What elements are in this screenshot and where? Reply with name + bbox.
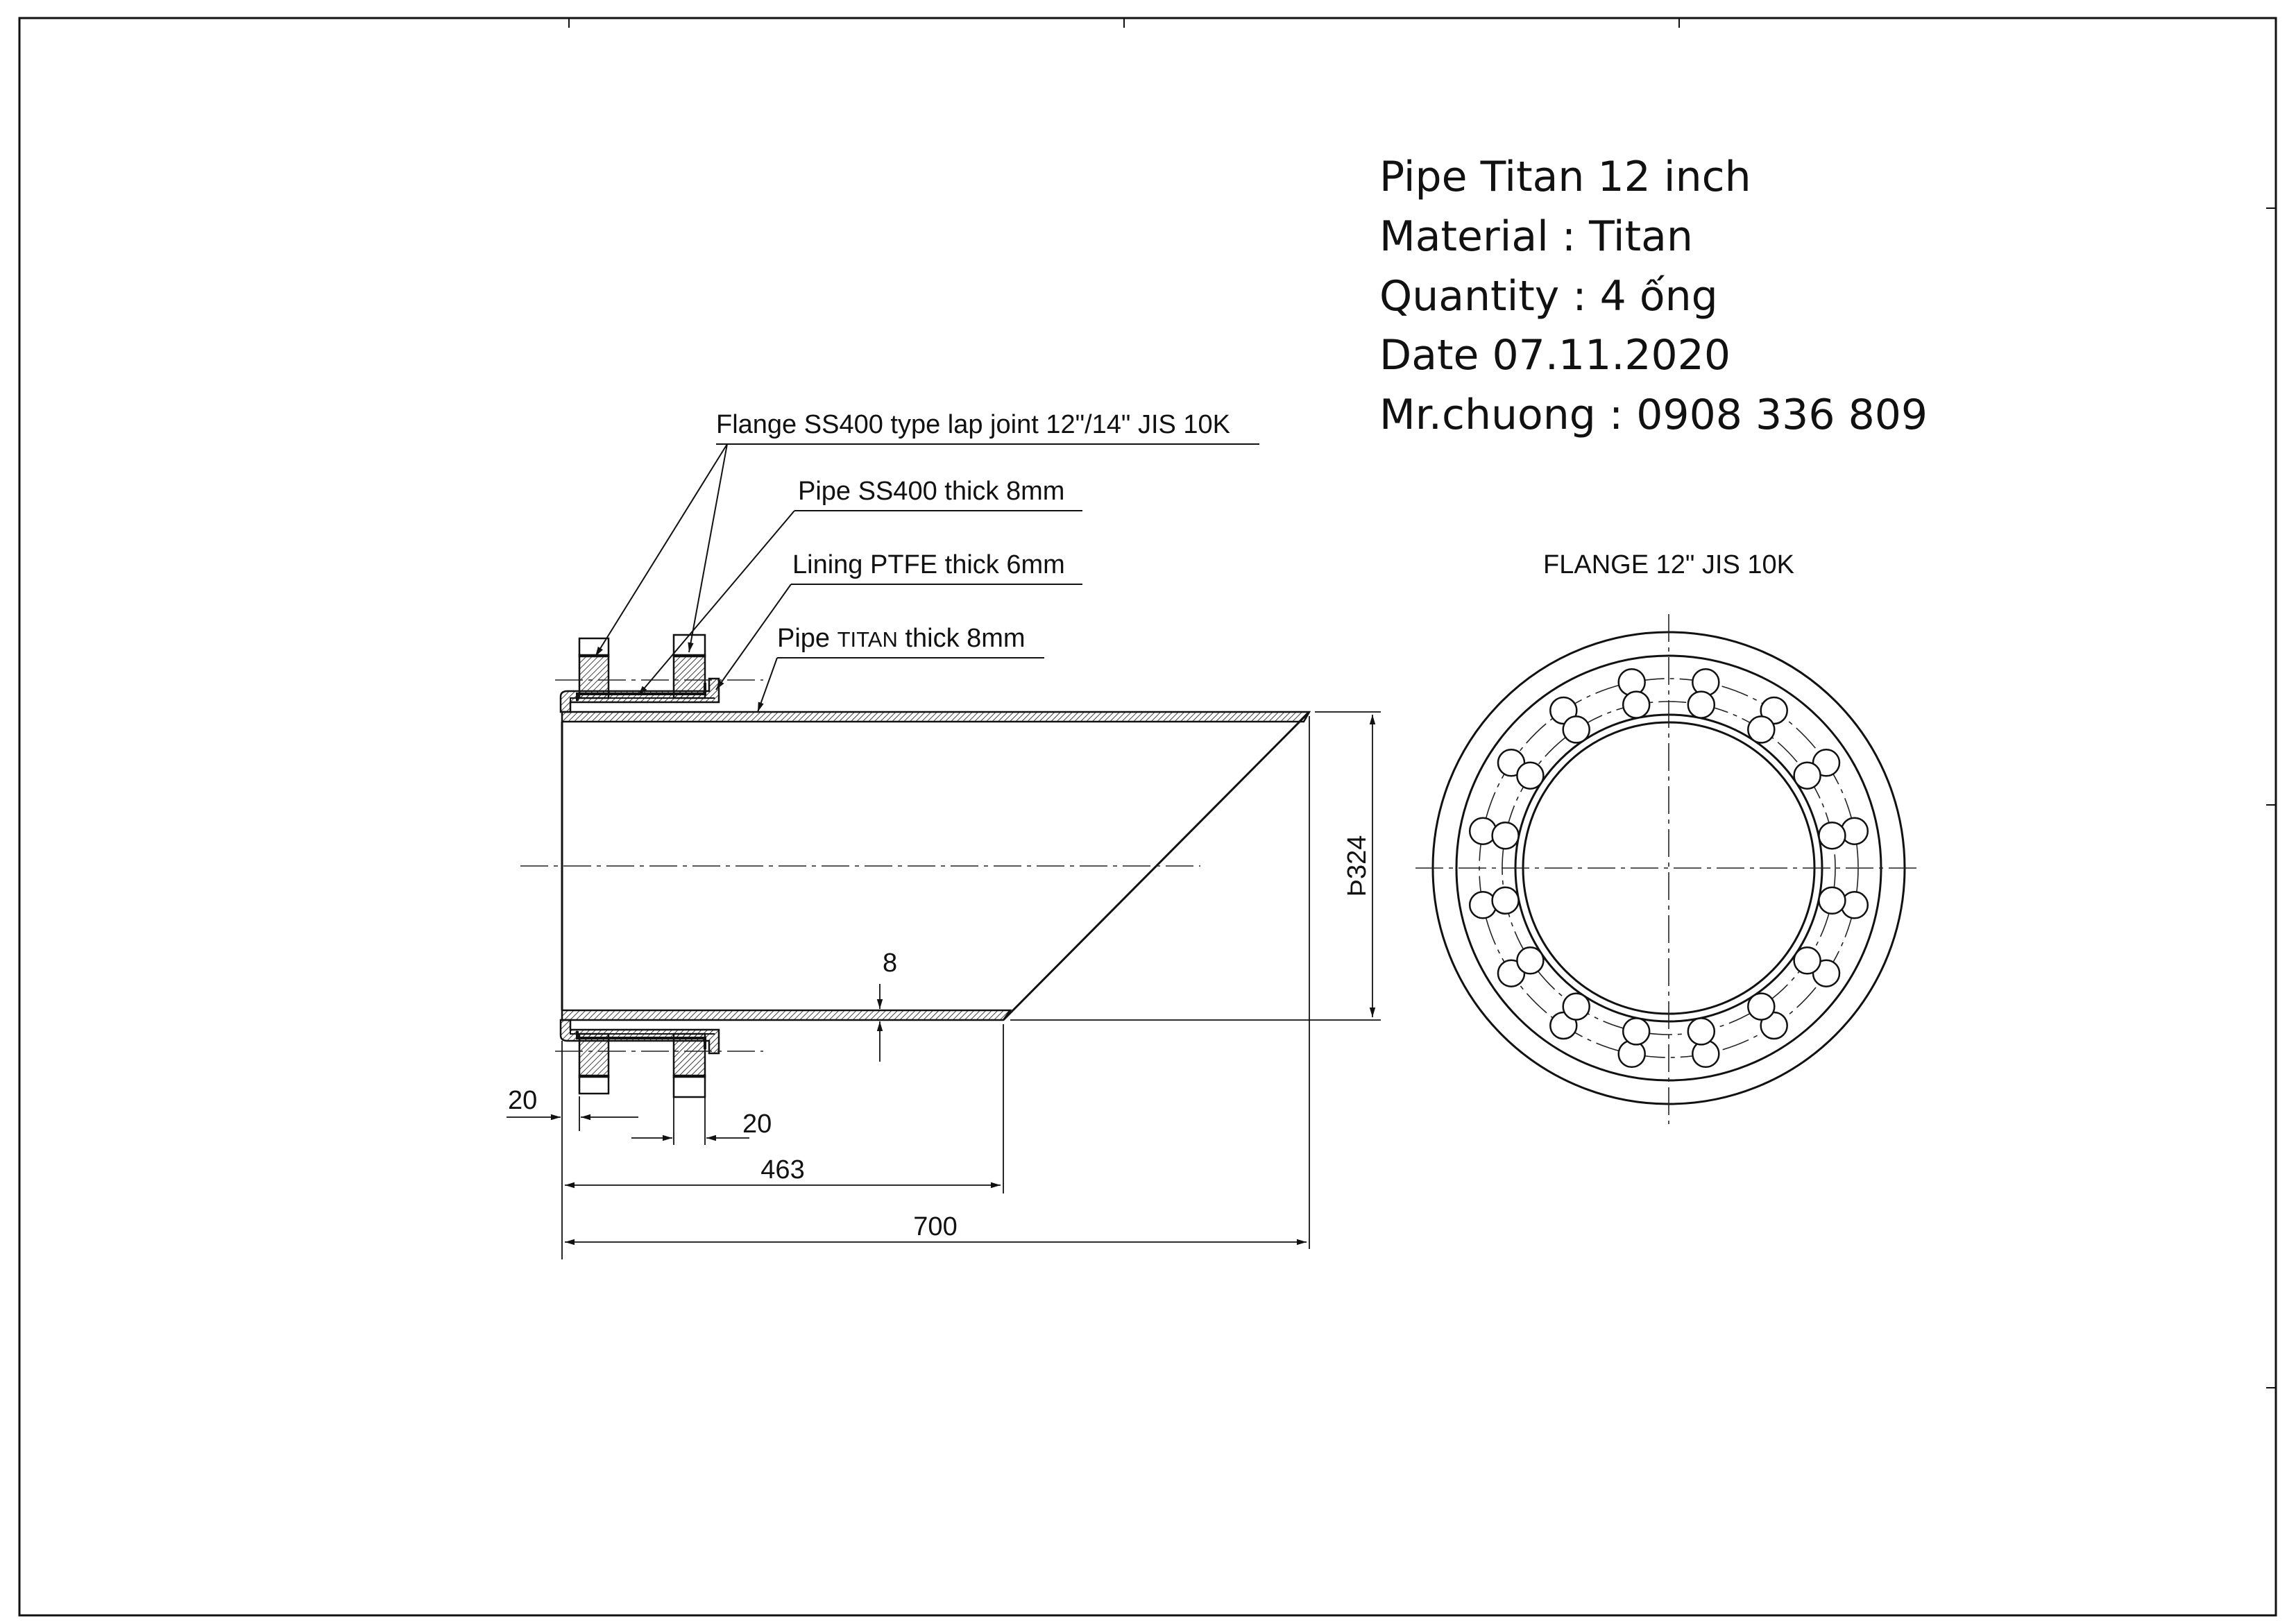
bolt-hole bbox=[1794, 763, 1821, 789]
bottom-flange-assembly bbox=[555, 1020, 763, 1097]
bolt-hole bbox=[1623, 692, 1649, 718]
dimensions bbox=[507, 712, 1381, 1259]
bolt-hole bbox=[1517, 763, 1543, 789]
info-contact: Mr.chuong : 0908 336 809 bbox=[1379, 391, 1928, 439]
info-date: Date 07.11.2020 bbox=[1379, 331, 1731, 380]
callout-flange: Flange SS400 type lap joint 12"/14" JIS 10K bbox=[716, 410, 1231, 439]
callout-pipe-ss400: Pipe SS400 thick 8mm bbox=[798, 477, 1065, 506]
bolt-hole bbox=[1748, 716, 1774, 742]
bolt-hole bbox=[1794, 947, 1821, 974]
dim-flange-thick: 20 bbox=[742, 1110, 772, 1139]
pipe-side-view bbox=[520, 635, 1309, 1097]
bolt-hole bbox=[1563, 716, 1590, 742]
info-quantity: Quantity : 4 ống bbox=[1379, 272, 1718, 321]
pipe-bottom-wall bbox=[562, 1010, 1010, 1020]
pipe-top-wall bbox=[562, 712, 1309, 722]
info-title: Pipe Titan 12 inch bbox=[1379, 153, 1751, 201]
callout-lining: Lining PTFE thick 6mm bbox=[792, 550, 1065, 579]
flange-front-view bbox=[1415, 550, 1922, 1124]
bolt-hole bbox=[1563, 994, 1590, 1020]
bolt-hole bbox=[1517, 947, 1543, 974]
bolt-hole bbox=[1688, 692, 1715, 718]
bolt-hole bbox=[1493, 887, 1519, 914]
dim-wall: 8 bbox=[883, 949, 898, 978]
drawing-border bbox=[19, 18, 2276, 1615]
dim-short-length: 463 bbox=[760, 1155, 805, 1184]
bolt-hole bbox=[1748, 994, 1774, 1020]
top-flange-assembly bbox=[555, 635, 763, 712]
bolt-hole bbox=[1493, 822, 1519, 849]
dim-diameter: Þ324 bbox=[1343, 835, 1372, 897]
flange-view-title: FLANGE 12" JIS 10K bbox=[1543, 550, 1794, 579]
info-material: Material : Titan bbox=[1379, 212, 1693, 261]
bolt-hole bbox=[1623, 1018, 1649, 1044]
callout-pipe-titan: Pipe TITAN thick 8mm bbox=[777, 624, 1026, 653]
bolt-hole bbox=[1819, 887, 1845, 914]
bolt-hole bbox=[1688, 1018, 1715, 1044]
info-block bbox=[1379, 153, 1928, 439]
bolt-hole bbox=[1819, 822, 1845, 849]
dim-flange-offset: 20 bbox=[508, 1086, 538, 1115]
dim-total-length: 700 bbox=[913, 1212, 958, 1241]
